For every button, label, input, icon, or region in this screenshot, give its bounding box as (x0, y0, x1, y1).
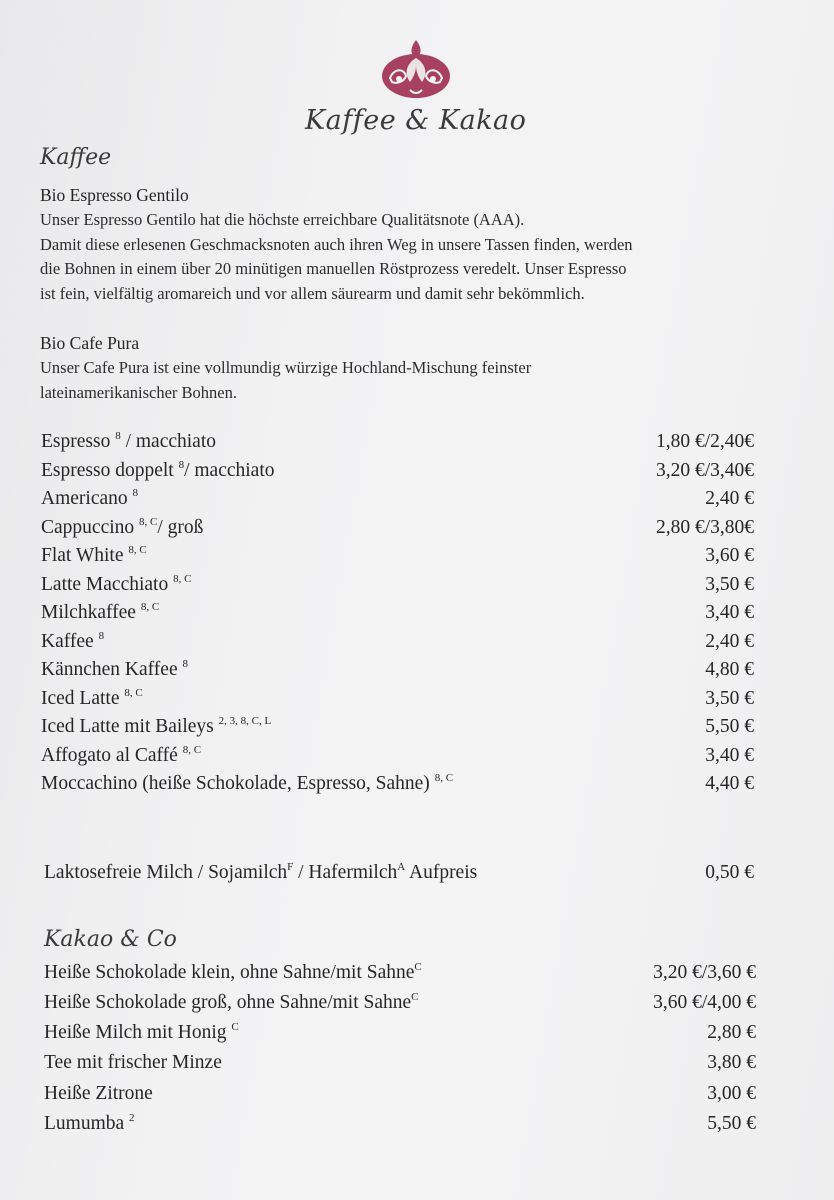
allergen-code: C (414, 961, 422, 973)
menu-item-name: Milchkaffee $^{8, C}$ (41, 601, 160, 623)
menu-item-price: 2,80 €/3,80€ (655, 516, 754, 538)
milk-surcharge-price: 0,50 € (705, 862, 754, 883)
menu-item-row (44, 962, 756, 990)
allergen-code: 8, C (182, 743, 202, 756)
menu-item-price: 3,50 € (705, 573, 754, 595)
allergen-code: C (411, 991, 419, 1003)
allergen-code: 8, C (139, 515, 158, 528)
menu-item-name: Kaffee $^8$ (41, 629, 105, 652)
menu-item-price: 5,50 € (705, 716, 754, 737)
menu-item-price: 3,20 €/3,40€ (655, 459, 754, 481)
cafe-description-line: Unser Cafe Pura ist eine vollmundig würzige Hochland-Mischung feinster (40, 358, 532, 377)
allergen-code: 8, C (173, 572, 192, 585)
allergen-code: 8 (178, 458, 185, 471)
allergen-code: 8, C (434, 772, 454, 784)
menu-item-row (41, 488, 754, 516)
menu-item-row (41, 545, 754, 573)
espresso-description-line: ist fein, vielfältig aromareich und vor allem säurearm und damit sehr bekömmlich. (40, 283, 585, 303)
menu-item-row (41, 773, 754, 801)
menu-item-name: Americano $^8$ (41, 487, 139, 509)
menu-item-name: Affogato al Caffé $^{8, C}$ (41, 743, 202, 766)
menu-item-row (41, 602, 754, 630)
section-heading-kaffee: Kaffee (40, 145, 112, 170)
page-title: Kaffee & Kakao (305, 105, 527, 136)
menu-item-row (41, 716, 754, 744)
menu-item-name: Heiße Schokolade klein, ohne Sahne/mit Sahne$^C$ (44, 961, 422, 983)
allergen-code: A (397, 861, 406, 873)
menu-item-price: 2,40 € (705, 488, 754, 509)
menu-item-price: 5,50 € (707, 1113, 756, 1134)
menu-item-price: 3,60 € (705, 545, 754, 566)
allergen-code: F (287, 861, 294, 873)
allergen-code: 8 (132, 487, 139, 499)
allergen-code: 8 (115, 430, 121, 442)
menu-item-name: Iced Latte $^{8, C}$ (41, 686, 143, 709)
menu-item-price: 3,40 € (705, 602, 754, 623)
menu-item-price: 3,50 € (705, 687, 754, 709)
menu-item-name: Heiße Schokolade groß, ohne Sahne/mit Sahne$^C$ (44, 991, 419, 1013)
menu-item-name: Cappuccino $^{8, C}$/ groß (41, 515, 204, 538)
cafe-description-line: lateinamerikanischer Bohnen. (40, 382, 238, 402)
menu-item-row (41, 631, 754, 659)
allergen-code: C (231, 1021, 239, 1033)
allergen-code: 8, C (128, 544, 147, 556)
espresso-description-line: die Bohnen in einem über 20 minütigen manuellen Röstprozess veredelt. Unser Espresso (40, 259, 627, 278)
menu-item-name: Latte Macchiato $^{8, C}$ (41, 572, 192, 595)
menu-item-row (44, 1083, 756, 1111)
menu-item-name: Espresso $^8$ / macchiato (41, 430, 216, 452)
menu-item-price: 4,40 € (705, 773, 754, 794)
menu-item-row (41, 517, 754, 545)
menu-item-price: 3,20 €/3,60 € (653, 962, 756, 983)
menu-item-name: Heiße Zitrone (44, 1083, 153, 1104)
fleur-de-lis-ornament-icon (380, 38, 452, 100)
espresso-bean-name: Bio Espresso Gentilo (40, 185, 189, 205)
menu-item-name: Iced Latte mit Baileys $^{2, 3, 8, C, L}$ (41, 715, 272, 737)
allergen-code: 8, C (140, 601, 160, 613)
section-heading-kakao: Kakao & Co (44, 927, 177, 952)
espresso-description-line: Damit diese erlesenen Geschmacksnoten auch ihren Weg in unsere Tassen finden, werden (40, 234, 633, 254)
menu-item-row (41, 688, 754, 716)
menu-item-price: 2,80 € (707, 1022, 756, 1043)
menu-item-row (44, 1113, 756, 1141)
menu-item-name: Kännchen Kaffee $^8$ (41, 658, 188, 680)
menu-item-row (41, 460, 754, 488)
milk-surcharge-label: Laktosefreie Milch / Sojamilch$^F$ / Hafermilch$^A$ Aufpreis (44, 861, 478, 883)
menu-item-price: 3,40 € (705, 744, 754, 766)
menu-item-price: 2,40 € (705, 630, 754, 652)
menu-item-name: Heiße Milch mit Honig $^C$ (44, 1021, 239, 1043)
menu-item-price: 4,80 € (705, 659, 754, 680)
allergen-code: 8 (182, 658, 188, 670)
menu-item-row (44, 1052, 756, 1080)
menu-item-row (41, 659, 754, 687)
milk-surcharge-row (44, 862, 754, 890)
menu-item-price: 3,60 €/4,00 € (653, 992, 756, 1013)
menu-item-row (41, 574, 754, 602)
menu-item-price: 3,80 € (707, 1052, 756, 1073)
allergen-code: 8, C (124, 686, 143, 699)
menu-item-row (41, 431, 754, 459)
menu-item-row (44, 992, 756, 1020)
menu-item-name: Flat White $^{8, C}$ (41, 544, 147, 566)
menu-item-name: Espresso doppelt $^8$/ macchiato (41, 458, 275, 481)
espresso-description-line: Unser Espresso Gentilo hat die höchste erreichbare Qualitätsnote (AAA). (40, 210, 525, 229)
menu-item-name: Tee mit frischer Minze (44, 1052, 222, 1073)
cafe-bean-name: Bio Cafe Pura (40, 333, 140, 353)
allergen-code: 2, 3, 8, C, L (218, 715, 272, 727)
menu-item-row (41, 745, 754, 773)
menu-item-price: 1,80 €/2,40€ (655, 431, 754, 452)
allergen-code: 2 (129, 1112, 135, 1124)
menu-item-row (44, 1022, 756, 1050)
menu-item-name: Moccachino (heiße Schokolade, Espresso, Sahne) $^{8, C}$ (41, 772, 454, 794)
menu-item-price: 3,00 € (707, 1083, 756, 1104)
allergen-code: 8 (98, 629, 105, 642)
menu-item-name: Lumumba $^2$ (44, 1112, 135, 1134)
